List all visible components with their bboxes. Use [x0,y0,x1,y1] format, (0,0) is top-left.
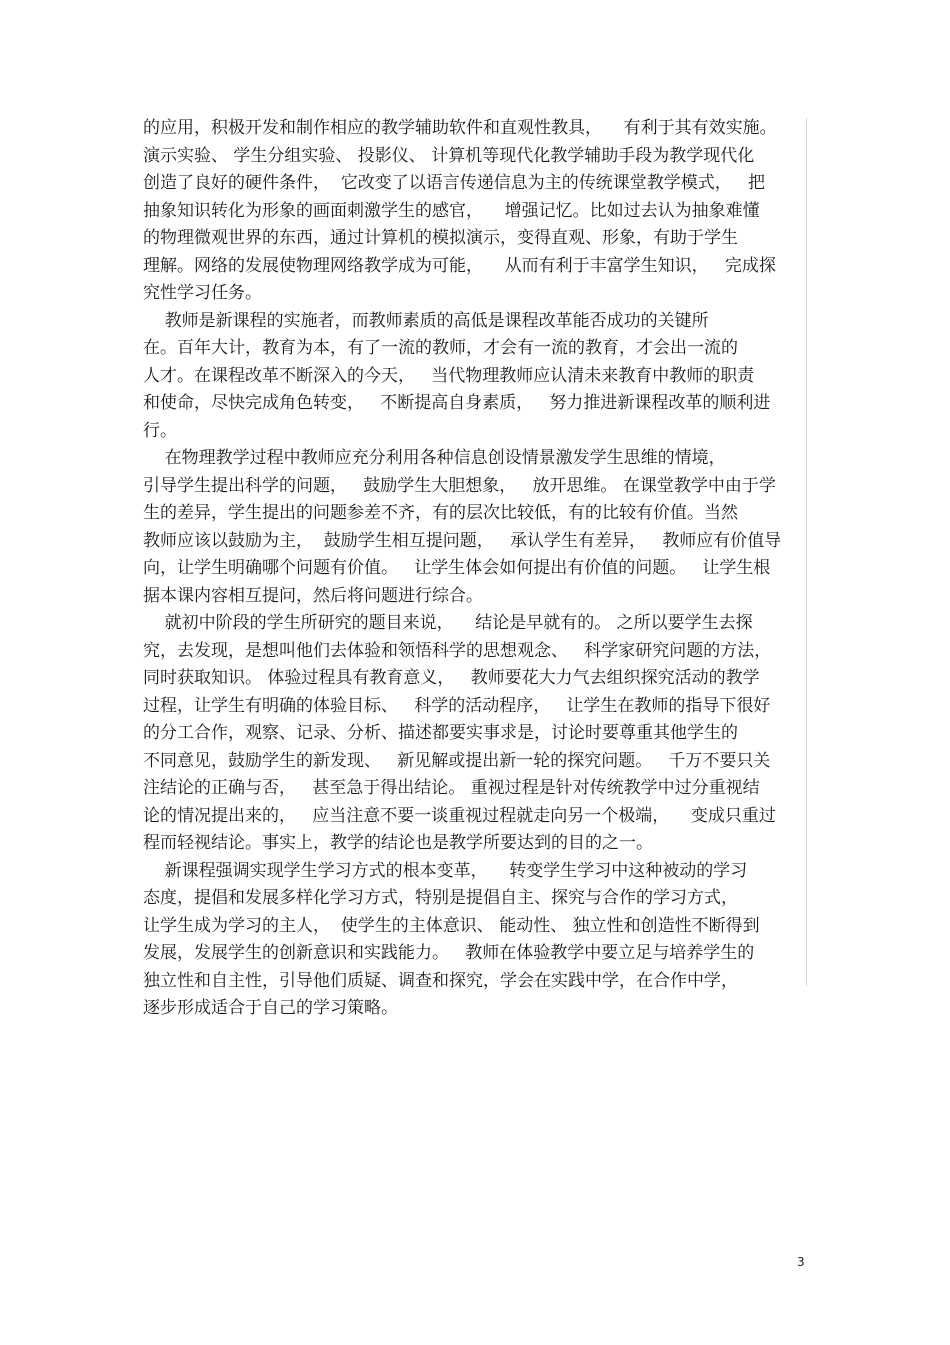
text-line: 让学生成为学习的主人， 使学生的主体意识、 能动性、 独立性和创造性不断得到 [143,915,760,936]
margin-rule [806,118,807,986]
text-line: 在物理教学过程中教师应充分利用各种信息创设情景激发学生思维的情境， [143,448,726,468]
text-line: 发展，发展学生的创新意识和实践能力。 教师在体验教学中要立足与培养学生的 [143,943,755,963]
text-line: 逐步形成适合于自己的学习策略。 [143,998,398,1018]
text-line: 程而轻视结论。事实上，教学的结论也是教学所要达到的目的之一。 [143,833,653,853]
text-line: 在。百年大计，教育为本，有了一流的教师，才会有一流的教育，才会出一流的 [143,338,738,358]
text-line: 向，让学生明确哪个问题有价值。 让学生体会如何提出有价值的问题。 让学生根 [143,558,771,578]
page-number: 3 [797,1255,805,1269]
text-line: 生的差异，学生提出的问题参差不齐，有的层次比较低，有的比较有价值。当然 [143,503,738,523]
text-line: 究性学习任务。 [143,283,262,303]
text-line: 据本课内容相互提问，然后将问题进行综合。 [143,585,483,606]
text-line: 教师是新课程的实施者，而教师素质的高低是课程改革能否成功的关键所 [143,310,709,331]
text-line: 的物理微观世界的东西，通过计算机的模拟演示，变得直观、形象，有助于学生 [143,228,738,248]
text-line: 和使命，尽快完成角色转变， 不断提高自身素质， 努力推进新课程改革的顺利进 [143,393,771,413]
text-line: 演示实验、 学生分组实验、 投影仪、 计算机等现代化教学辅助手段为教学现代化 [143,145,755,166]
document-body [143,115,807,1023]
text-line: 注结论的正确与否， 甚至急于得出结论。 重视过程是针对传统教学中过分重视结 [143,778,760,798]
text-line: 创造了良好的硬件条件， 它改变了以语言传递信息为主的传统课堂教学模式， 把 [143,173,766,193]
text-line: 态度，提倡和发展多样化学习方式，特别是提倡自主、探究与合作的学习方式， [143,888,738,908]
text-line: 过程，让学生有明确的体验目标、 科学的活动程序， 让学生在教师的指导下很好 [143,695,771,716]
text-line: 独立性和自主性，引导他们质疑、调查和探究，学会在实践中学，在合作中学， [143,970,738,991]
text-line: 抽象知识转化为形象的画面刺激学生的感官， 增强记忆。比如过去认为抽象难懂 [143,200,760,221]
text-line: 究，去发现，是想叫他们去体验和领悟科学的思想观念、 科学家研究问题的方法， [143,640,772,661]
text-line: 同时获取知识。 体验过程具有教育意义， 教师要花大力气去组织探究活动的教学 [143,668,760,688]
text-line: 的分工合作，观察、记录、分析、描述都要实事求是，讨论时要尊重其他学生的 [143,723,738,743]
text-line: 行。 [143,420,177,441]
text-line: 不同意见，鼓励学生的新发现、 新见解或提出新一轮的探究问题。 千万不要只关 [143,750,771,771]
text-line: 新课程强调实现学生学习方式的根本变革， 转变学生学习中这种被动的学习 [143,860,748,881]
text-line: 论的情况提出来的， 应当注意不要一谈重视过程就走向另一个极端， 变成只重过 [143,805,776,826]
text-line: 的应用，积极开发和制作相应的教学辅助软件和直观性教具， 有利于其有效实施。 [143,118,777,138]
text-line: 就初中阶段的学生所研究的题目来说， 结论是早就有的。 之所以要学生去探 [143,613,753,633]
text-line: 理解。网络的发展使物理网络教学成为可能， 从而有利于丰富学生知识， 完成探 [143,255,776,276]
text-line: 人才。在课程改革不断深入的今天， 当代物理教师应认清未来教育中教师的职责 [143,365,755,386]
text-line: 引导学生提出科学的问题， 鼓励学生大胆想象， 放开思维。 在课堂教学中由于学 [143,475,776,496]
text-line: 教师应该以鼓励为主， 鼓励学生相互提问题， 承认学生有差异， 教师应有价值导 [143,530,782,551]
